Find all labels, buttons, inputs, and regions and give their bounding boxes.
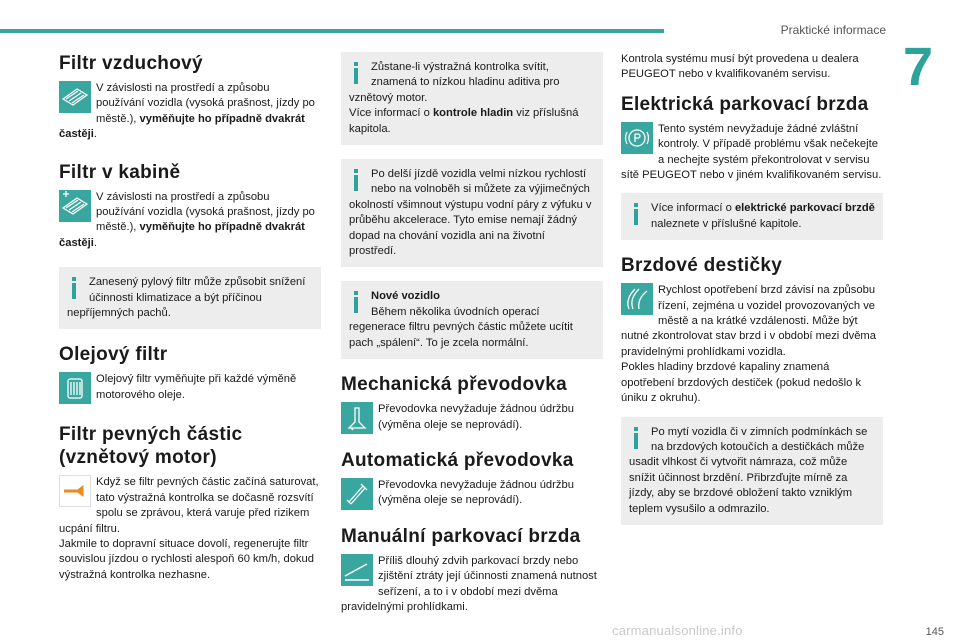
info-text: naleznete v příslušné kapitole. (651, 217, 802, 230)
info-text: Více informací o (651, 202, 735, 215)
info-icon (349, 289, 365, 315)
section-title: Filtr v kabině (59, 161, 181, 183)
manual-gearbox-icon (341, 402, 373, 434)
info-text: Po delší jízdě vozidla velmi nízkou rychlostí nebo na volnoběh si můžete za výjimečných okolností všimnout výstupu vodní páry z výfuku v průběhu akcelerace. Tyto emise nemají žádný dopad na chování vozidla ani na životní prostředí. (349, 168, 592, 258)
info-icon (349, 167, 365, 193)
particle-filter-warning-icon (59, 475, 91, 507)
cabin-filter-icon (59, 190, 91, 222)
info-title: Nové vozidlo (371, 290, 440, 303)
paragraph-text: Tento systém nevyžaduje žádné zvláštní kontroly. V případě problému však nečekejte a nechejte systém překontrolovat v servisu sítě PEUGEOT nebo v jiném kvalifikovaném servisu. (621, 122, 882, 182)
info-text: Po mytí vozidla či v zimních podmínkách se na brzdových kotoučích a destičkách může usadit vlhkost či vytvořit námraza, což může snížit účinnost brzdění. Přibrzďujte mírně za jízdy, aby se brzdové obložení takto vzniklým teplem vysušilo a odmrazilo. (629, 425, 868, 515)
handbrake-icon (341, 554, 373, 586)
info-bold: elektrické parkovací brzdě (734, 202, 875, 215)
paragraph-bold: vyměňujte ho případně dvakrát častěji (59, 221, 305, 249)
paragraph-text: Příliš dlouhý zdvih parkovací brzdy nebo zjištění ztráty její účinnosti znamená nutnost seřízení, a to i v období mezi dvěma pravidelnými prohlídkami. (341, 554, 597, 613)
paragraph-text: V závislosti na prostředí a způsobu používání vozidla (vysoká prašnost, jízdy po městě.), (96, 82, 315, 125)
info-text: Zanesený pylový filtr může způsobit snížení účinnosti klimatizace a být příčinou nepříjemných pachů. (67, 276, 306, 320)
info-text: Více informací o (349, 107, 433, 120)
section-title: Filtr vzduchový (59, 53, 203, 74)
section-title: Brzdové destičky (621, 255, 783, 277)
section-brake-pads (621, 254, 883, 406)
paragraph-text: Pokles hladiny brzdové kapaliny znamená opotřebení brzdových destiček (pokud nedošlo k úniku z okruhu). (621, 361, 862, 405)
column-1 (59, 52, 321, 593)
paragraph-bold: vyměňujte ho případně dvakrát častěji (59, 112, 305, 141)
section-title: Mechanická převodovka (341, 374, 567, 396)
section-header-title: Praktické informace (780, 23, 886, 37)
paragraph-text: Jakmile to dopravní situace dovolí, regenerujte filtr souvislou jízdou o rychlosti alespoň 60 km/h, dokud výstražná kontrolka nezhasne. (59, 537, 314, 581)
paragraph-text: . (93, 128, 97, 141)
section-electric-parking-brake (621, 93, 883, 184)
header-bar (0, 29, 664, 33)
info-box-electric-brake (621, 193, 883, 240)
info-text: Zůstane-li výstražná kontrolka svítit, znamená to nízkou hladinu aditiva pro vznětový motor. (349, 61, 560, 104)
section-particle-filter (59, 423, 321, 583)
info-icon (349, 60, 365, 86)
section-title: Filtr pevných částic (vznětový motor) (59, 424, 243, 469)
info-box-winter-brakes (621, 417, 883, 525)
info-bold: kontrole hladin (432, 107, 514, 120)
watermark: carmanualsonline.info (612, 623, 743, 638)
paragraph-text: . (93, 236, 97, 249)
section-title: Manuální parkovací brzda (341, 525, 581, 547)
paragraph-text: Převodovka nevyžaduje žádnou údržbu (výměna oleje se neprovádí). (378, 478, 574, 507)
air-filter-icon (59, 81, 91, 113)
paragraph-text: Převodovka nevyžaduje žádnou údržbu (výměna oleje se neprovádí). (378, 403, 574, 431)
section-title: Elektrická parkovací brzda (621, 93, 869, 115)
info-box-pollen-filter (59, 267, 321, 329)
info-text: Během několika úvodních operací regenerace filtru pevných částic můžete ucítit pach „spálení“. To je zcela normální. (349, 305, 573, 349)
paragraph-text: Rychlost opotřebení brzd závisí na způsobu řízení, zejména u vozidel provozovaných ve městě a na krátké vzdálenosti. Může být nutné zkontrolovat stav brzd i v období mezi dvěma pravidelnými prohlídkami vozidla. (621, 284, 876, 358)
chapter-number: 7 (903, 37, 934, 97)
section-manual-parking-brake (341, 525, 603, 616)
section-oil-filter (59, 343, 321, 409)
paragraph-text: V závislosti na prostředí a způsobu používání vozidla (vysoká prašnost, jízdy po městě.), (96, 190, 315, 234)
section-cabin-filter (59, 161, 321, 258)
section-air-filter (59, 52, 321, 149)
intro-paragraph: Kontrola systému musí být provedena u dealera PEUGEOT nebo v kvalifikovaném servisu. (621, 53, 859, 81)
electric-parking-brake-icon (621, 122, 653, 154)
info-box-additive (341, 52, 603, 145)
section-manual-gearbox (341, 373, 603, 439)
info-icon (629, 425, 645, 451)
info-box-new-vehicle (341, 281, 603, 359)
automatic-gearbox-icon (341, 478, 373, 510)
section-title: Olejový filtr (59, 344, 168, 366)
paragraph-text: Když se filtr pevných částic začíná saturovat, tato výstražná kontrolka se dočasně rozsvítí spolu se zprávou, která varuje před rizikem ucpání filtru. (59, 476, 319, 535)
info-box-water-vapour (341, 159, 603, 267)
page-number: 145 (925, 626, 944, 638)
section-automatic-gearbox (341, 449, 603, 515)
info-icon (67, 275, 83, 301)
info-icon (629, 201, 645, 227)
brake-pads-icon (621, 283, 653, 315)
info-text: viz příslušná kapitola. (349, 107, 579, 135)
section-title: Automatická převodovka (341, 449, 574, 471)
oil-filter-icon (59, 372, 91, 404)
paragraph-text: Olejový filtr vyměňujte při každé výměně motorového oleje. (96, 373, 297, 401)
column-3 (621, 52, 883, 539)
column-2 (341, 52, 603, 625)
